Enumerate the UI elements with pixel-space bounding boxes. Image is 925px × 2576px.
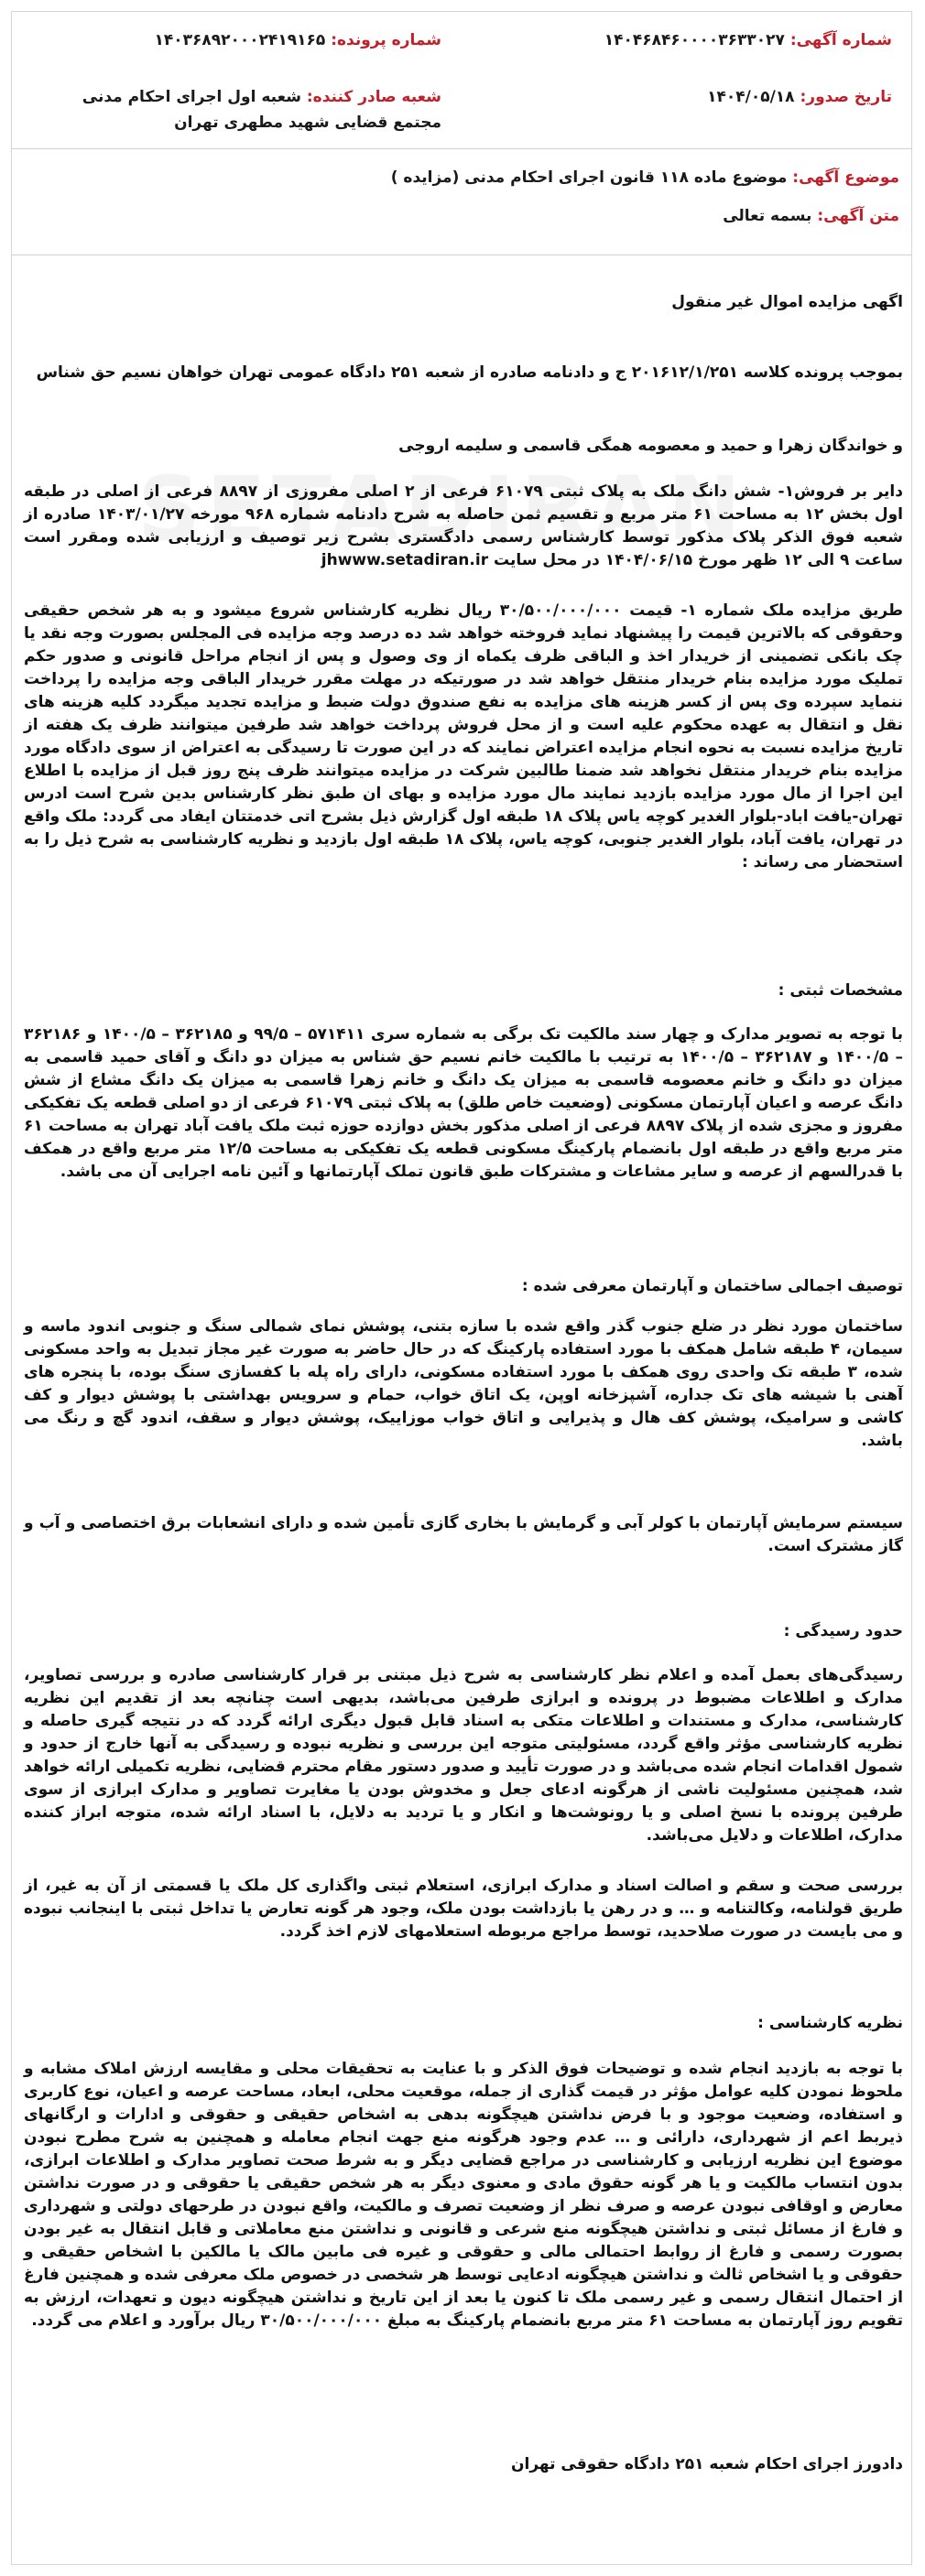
divider — [11, 254, 912, 255]
auction-title: اگهی مزایده اموال غیر منقول — [671, 293, 903, 311]
hvac-utilities: سیستم سرمایش آپارتمان با کولر آبی و گرمایش با بخاری گازی تأمین شده و دارای انشعابات برق اختصاصی و آب و گاز مشترک است. — [24, 1514, 903, 1555]
subject-value: موضوع ماده ۱۱۸ قانون اجرای احکام مدنی (مزایده ) — [390, 168, 788, 187]
notice-number-label: شماره آگهی: — [789, 31, 892, 49]
issuing-branch-value: شعبه اول اجرای احکام مدنی مجتمع قضایی شهید مطهری تهران — [82, 88, 441, 132]
intro-paragraph: بموجب پرونده کلاسه ۲۰۱۶۱۲/۱/۲۵۱ ج و دادنامه صادره از شعبه ۲۵۱ دادگاه عمومی تهران خواهان نسیم حق شناس — [36, 363, 903, 382]
defendants-line: و خواندگان زهرا و حمید و معصومه همگی قاسمی و سلیمه اروجی — [398, 437, 903, 455]
signature: دادورز اجرای احکام شعبه ۲۵۱ دادگاه حقوقی تهران — [510, 2455, 903, 2473]
issue-date — [707, 84, 892, 110]
registration-details: با توجه به تصویر مدارک و چهار سند مالکیت تک برگی به شماره سری ۵۷۱۴۱۱ – ۹۹/۵ و ۳۶۲۱۸۵ – ۱۴۰۰/۵ و ۳۶۲۱۸۶ – ۱۴۰۰/۵ و ۳۶۲۱۸۷ – ۱۴۰۰/۵ به ترتیب با مالکیت خانم نسیم حق شناس به میزان دو دانگ و آقای حمید قاسمی به میزان دو دانگ و خانم معصومه قاسمی به میزان یک دانگ و خانم زهرا قاسمی به میزان یک دانگ مشاع از شش دانگ عرصه و اعیان آپارتمان مسکونی (وضعیت خاص طلق) به پلاک ثبتی ۶۱۰۷۹ فرعی از دو اصلی قطعه یک تفکیکی مفروز و مجزی شده از پلاک ۸۸۹۷ فرعی از اصلی مذکور بخش دوازده حوزه ثبت ملک یافت آباد تهران به مساحت ۶۱ متر مربع واقع در طبقه اول بانضمام پارکینگ مسکونی قطعه یک تفکیکی به مساحت ۱۲/۵ متر مربع واقع در همکف با قدرالسهم از عرصه و سایر مشاعات و مشترکات طبق قانون تملک آپارتمانها و آئین نامه اجرایی آن می باشد. — [24, 1025, 904, 1181]
issuing-branch-label: شعبه صادر کننده: — [306, 88, 441, 106]
subject-label: موضوع آگهی: — [792, 168, 899, 187]
issuing-branch — [38, 84, 441, 135]
subject — [391, 165, 899, 190]
building-description: ساختمان مورد نظر در ضلع جنوب گذر واقع شده با سازه بتنی، پوشش نمای شمالی سنگ و جنوبی اندود ماسه و سیمان، ۴ طبقه شامل همکف با مورد استفاده پارکینگ که در حال حاضر به صورت غیر مجاز تبدیل به واحد مسکونی شده، ۳ طبقه تک واحدی روی همکف با مورد استفاده مسکونی، دارای راه پله با کفسازی سنگ بوده، با پنجره های آهنی با شیشه های تک جداره، آشپزخانه اوپن، یک اتاق خواب، حمام و سرویس بهداشتی با پوشش دیوار و کف کاشی و سرامیک، پوشش کف هال و پذیرایی و اتاق خواب موزاییک، پوشش دیوار و سقف، اندود گچ و رنگ می باشد. — [24, 1317, 904, 1450]
expert-opinion: با توجه به بازدید انجام شده و توضیحات فوق الذکر و با عنایت به تحقیقات محلی و مقایسه ارزش املاک مشابه و ملحوظ نمودن کلیه عوامل مؤثر در قیمت گذاری از جمله، موقعیت محلی، ابعاد، مساحت عرصه و اعیان، نوع کاربری و استفاده، وضعیت موجود و با فرض نداشتن هیچگونه بدهی به اشخاص حقیقی و حقوقی و ادارات و ارگانهای ذیربط اعم از شهرداری، دارائی و … عدم وجود هرگونه منع جهت انجام معامله و همچنین به شرح مطرح نبودن موضوع این نظریه ارزیابی و کارشناسی در مراجع قضایی دیگر و به شرط صحت تصاویر مدارک و اطلاعات ابرازی، بدون انتساب مالکیت و یا هر گونه حقوق مادی و معنوی دیگر به هر شخص حقیقی یا حقوقی و در صورت نداشتن معارض و اوقافی نبودن عرصه و صرف نظر از وضعیت تصرف و مالکیت، واقع نبودن در طرحهای دولتی و شهرداری و فارغ از مسائل ثبتی و نداشتن هیچگونه منع شرعی و قانونی و نداشتن منع معاملاتی و قابل انتقال به غیر بودن بصورت رسمی و فارغ از روابط احتمالی مالی و حقوقی و غیره فی مابین مالک یا مالکین با اشخاص حقیقی و حقوقی و یا اشخاص ثالث و نداشتن هیچگونه ادعایی توسط هر شخصی در خصوص ملک معرفی شده و همچنین فارغ از احتمال انتقال رسمی و غیر رسمی ملک تا کنون یا بعد از این تاریخ و نداشتن هیچگونه دیون و تعهدات، ارزش به تقویم روز آپارتمان به مساحت ۶۱ متر مربع بانضمام پارکینگ به مبلغ ۳۰/۵۰۰/۰۰۰/۰۰۰ ریال برآورد و اعلام می گردد. — [24, 2060, 903, 2330]
auction-terms-2: طریق مزایده ملک شماره ۱- قیمت ۳۰/۵۰۰/۰۰۰/۰۰۰ ریال نظریه کارشناس شروع میشود و به هر شخص حقیقی وحقوقی که بالاترین قیمت را پیشنهاد نماید فروخته خواهد شد ده درصد وجه مزایده فی المجلس بصورت وجه نقد یا چک بانکی تضمینی از خریدار اخذ و الباقی ظرف یکماه از وی وصول و پس از انجام مراحل قانونی و صدور حکم تملیک مورد مزایده بنام خریدار منتقل خواهد شد در صورتیکه در مهلت مقرر خریدار الباقی وجه مزایده را پرداخت ننماید سپرده وی پس از کسر هزینه های مزایده به نفع صندوق دولت ضبط و مزایده تجدید میگردد کلیه هزینه های نقل و انتقال به عهده محکوم علیه است و از محل فروش پرداخت خواهد شد طرفین میتوانند ظرف یک هفته از تاریخ مزایده نسبت به نحوه انجام مزایده اعتراض نمایند که در این صورت تا رسیدگی به اعتراض از سوی دادگاه مورد مزایده بنام خریدار منتقل نخواهد شد ضمنا طالبین شرکت در مزایده میتوانند ظرف پنج روز قبل از مزایده با اطلاع این اجرا از مال مورد مزایده بازدید نمایند مال مورد مزایده و بهای ان طبق نظر کارشناس بدین شرح است ادرس تهران-یافت اباد-بلوار الغدیر کوچه یاس پلاک ۱۸ طبقه اول گزارش ذیل بشرح اتی خدمتتان ایفاد می گردد: ملک واقع در تهران، یافت آباد، بلوار الغدیر جنوبی، کوچه یاس، پلاک ۱۸ طبقه اول بازدید و نظریه کارشناسی به شرح ذیل را به استحضار می رساند : — [24, 601, 904, 871]
expert-opinion-heading: نظریه کارشناسی : — [757, 2014, 903, 2032]
review-scope-heading: حدود رسیدگی : — [783, 1622, 903, 1640]
review-scope-paragraph-2: بررسی صحت و سقم و اصالت اسناد و مدارک ابرازی، استعلام ثبتی واگذاری کل ملک یا قسمتی از آن به غیر، از طریق قولنامه، وکالتنامه و … و در رهن یا بازداشت بودن ملک، وجود هر گونه تعارض یا تداخل ثبتی با اینجانب نبوده و می بایست در صورت صلاحدید، توسط مراجع مربوطه استعلامهای لازم اخذ گردد. — [24, 1877, 903, 1941]
issue-date-value: ۱۴۰۴/۰۵/۱۸ — [707, 88, 795, 106]
case-number-value: ۱۴۰۳۶۸۹۲۰۰۰۲۴۱۹۱۶۵ — [154, 31, 326, 49]
notice-text-label: متن آگهی: — [817, 207, 899, 225]
case-number — [154, 27, 441, 53]
auction-terms-1: دایر بر فروش۱- شش دانگ ملک به پلاک ثبتی ۶۱۰۷۹ فرعی از ۲ اصلی مفروزی از ۸۸۹۷ فرعی از اصلی در طبقه اول بخش ۱۲ به مساحت ۶۱ متر مربع و تقسیم ثمن حاصله به شرح دادنامه شماره ۹۶۸ مورخه ۱۴۰۳/۰۱/۲۷ صادره از شعبه فوق الذکر پلاک مذکور توسط کارشناس رسمی دادگستری بشرح زیر توصیف و ارزیابی شده ومقرر است ساعت ۹ الی ۱۲ ظهر مورخ ۱۴۰۴/۰۶/۱۵ در محل سایت jhwww.setadiran.ir — [24, 482, 903, 569]
building-description-heading: توصیف اجمالی ساختمان و آپارتمان معرفی شده : — [521, 1277, 903, 1295]
issue-date-label: تاریخ صدور: — [800, 88, 892, 106]
notice-text-heading — [723, 203, 899, 229]
registration-heading: مشخصات ثبتی : — [778, 981, 903, 1000]
review-scope-paragraph-1: رسیدگی‌های بعمل آمده و اعلام نظر کارشناسی به شرح ذیل مبتنی بر قرار کارشناسی صادره و بررسی تصاویر، مدارک و اطلاعات مضبوط در پرونده و ابرازی طرفین می‌باشد، بدیهی است چنانچه بعد از تقدیم این نظریه کارشناسی، مدارک و مستندات و اطلاعات متکی به اسناد قابل قبول دیگری ارائه گردد که در نتیجه گیری حاصله و نظریه کارشناسی مؤثر واقع گردد، مسئولیتی متوجه این بررسی و نظریه نبوده و رسیدگی به آنها خارج از حدود و شمول اقدامات انجام شده می‌باشد و در صورت تأیید و صدور دستور مقام محترم قضایی، نظریه تکمیلی ارائه خواهد شد، همچنین مسئولیت ناشی از هرگونه ادعای جعل و مخدوش بودن یا مغایرت تصاویر و مدارک ابرازی از سوی طرفین پرونده با نسخ اصلی و یا رونوشت‌ها و انکار و یا تردید به دلایل، با اسناد ارائه شده، متوجه ابراز کننده مدارک، اطلاعات و دلایل می‌باشد. — [24, 1666, 903, 1845]
notice-number — [604, 27, 892, 53]
notice-text-value: بسمه تعالی — [723, 207, 812, 225]
divider — [11, 148, 912, 149]
notice-number-value: ۱۴۰۴۶۸۴۶۰۰۰۰۳۶۳۳۰۲۷ — [604, 31, 785, 49]
case-number-label: شماره پرونده: — [331, 31, 441, 49]
